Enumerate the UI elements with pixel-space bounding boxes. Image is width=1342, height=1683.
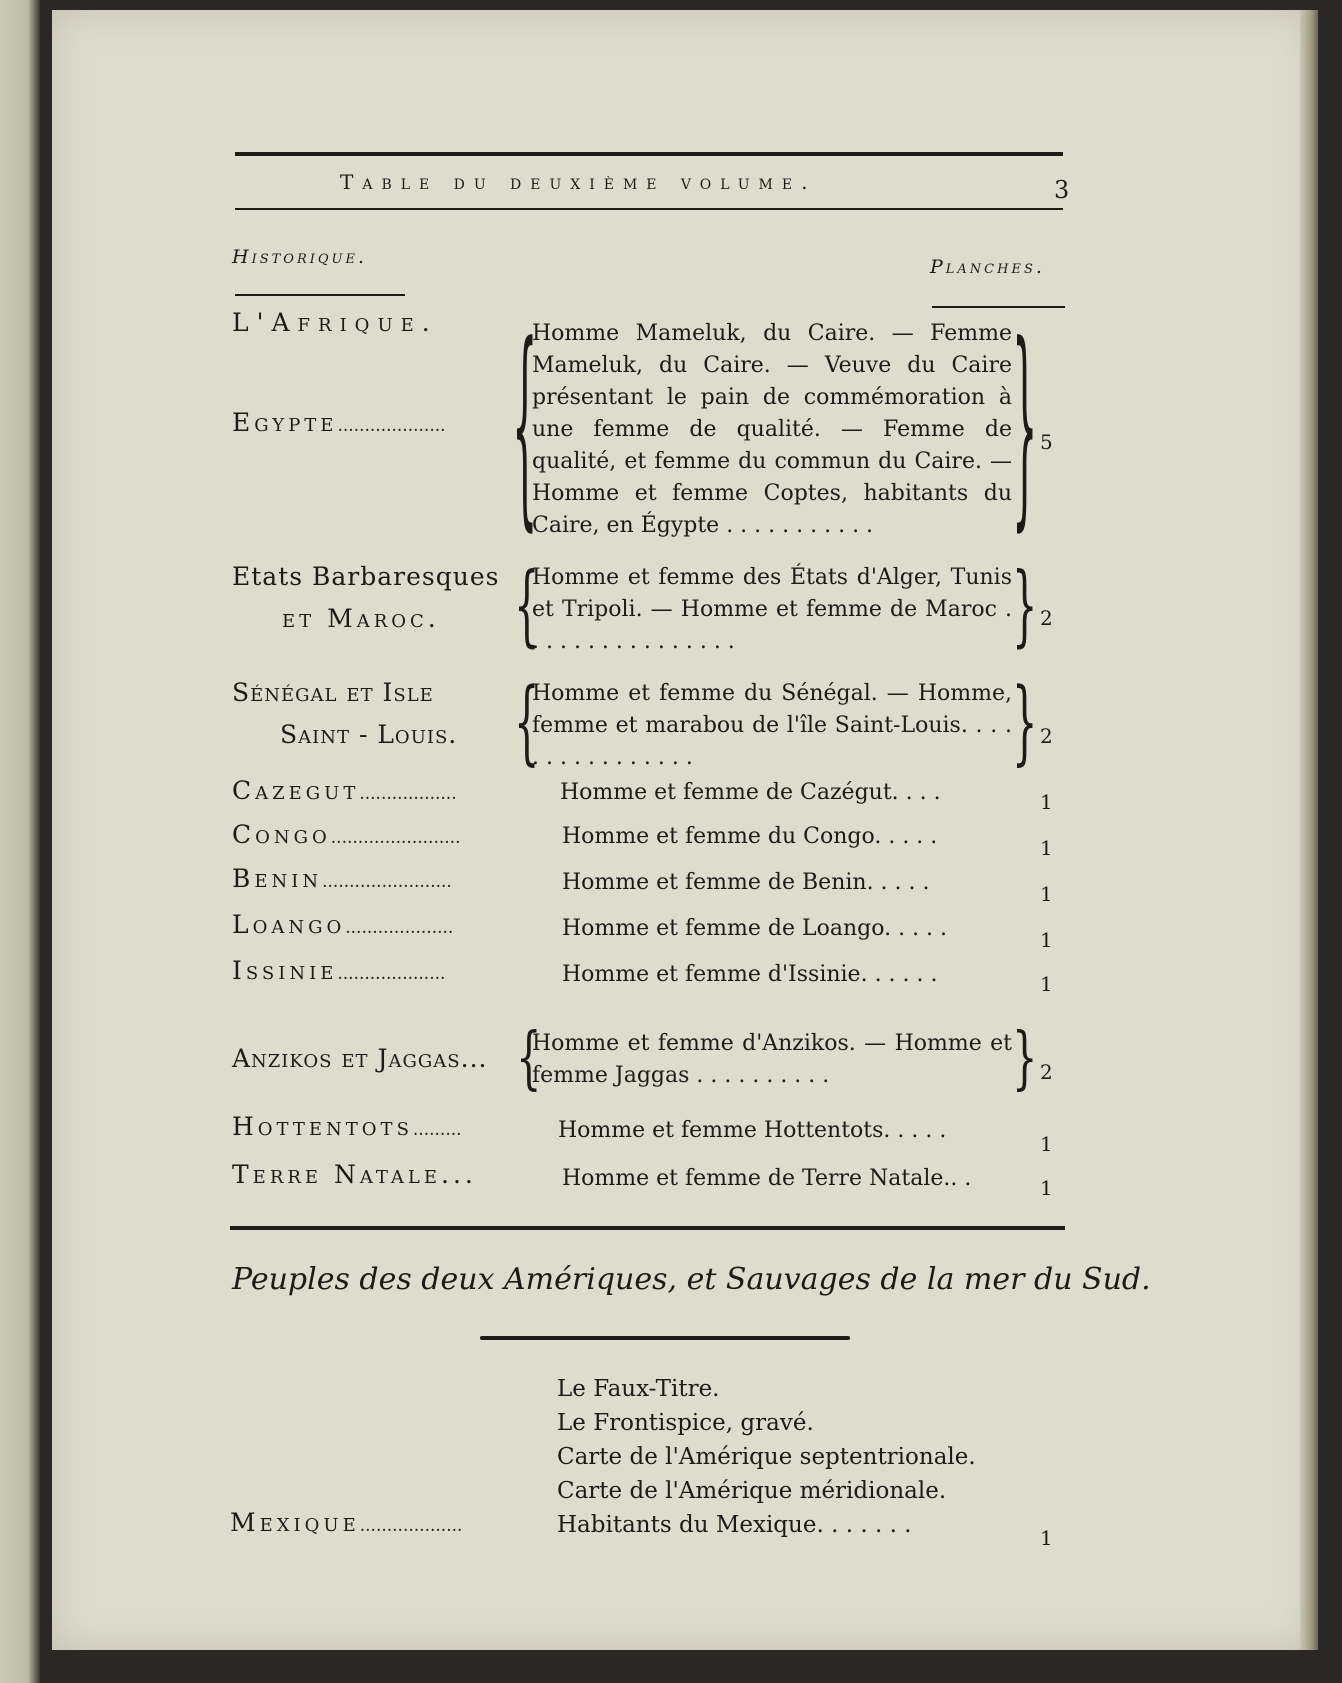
left-brace-senegal: { <box>514 670 540 776</box>
description-terre-natale: Homme et femme de Terre Natale.. . <box>562 1166 972 1191</box>
section-heading-afrique: L'Afrique. <box>232 308 438 337</box>
column-heading-planches: Planches. <box>930 256 1045 278</box>
description-loango: Homme et femme de Loango. . . . . <box>562 916 948 941</box>
region-cazegut: Cazegut.................. <box>232 776 457 805</box>
right-brace-barbaresques: } <box>1012 556 1038 658</box>
count-congo: 1 <box>1040 836 1053 860</box>
region-congo: Congo........................ <box>232 820 461 849</box>
region-mexique: Mexique................... <box>230 1508 463 1537</box>
running-head: Table du deuxième volume. <box>340 170 817 194</box>
ornament-rule <box>480 1336 850 1340</box>
section-title-ameriques: Peuples des deux Amériques, et Sauvages de la mer du Sud. <box>232 1262 1151 1297</box>
count-loango: 1 <box>1040 928 1053 952</box>
count-issinie: 1 <box>1040 972 1053 996</box>
count-hottentots: 1 <box>1040 1132 1053 1156</box>
right-brace-senegal: } <box>1012 670 1038 776</box>
header-rule-top <box>235 152 1063 156</box>
description-mexique: Habitants du Mexique. . . . . . . <box>557 1512 912 1538</box>
description-senegal: Homme et femme du Sénégal. — Homme, femme et marabou de l'île Saint-Louis. . . . . . . . . . . . . . . . <box>532 681 1012 770</box>
left-brace-anzikos: { <box>516 1020 542 1099</box>
description-congo: Homme et femme du Congo. . . . . <box>562 824 938 849</box>
region-egypte: Egypte.................... <box>232 408 446 437</box>
left-brace-barbaresques: { <box>514 556 540 658</box>
section-rule <box>230 1226 1065 1230</box>
count-benin: 1 <box>1040 882 1053 906</box>
count-anzikos: 2 <box>1040 1060 1053 1084</box>
item-frontispice: Le Frontispice, gravé. <box>557 1410 814 1436</box>
count-terre-natale: 1 <box>1040 1176 1053 1200</box>
region-saint-louis: Saint - Louis. <box>280 720 458 749</box>
region-etats-barbaresques: Etats Barbaresques <box>232 562 500 591</box>
region-senegal: Sénégal et Isle <box>232 678 434 707</box>
page-number: 3 <box>1054 176 1070 204</box>
item-carte-septentrionale: Carte de l'Amérique septentrionale. <box>557 1444 976 1470</box>
description-barbaresques: Homme et femme des États d'Alger, Tunis et Tripoli. — Homme et femme de Maroc . . . . . . . . . . . . . . . . <box>532 565 1012 654</box>
right-brace-anzikos: } <box>1012 1020 1038 1099</box>
description-cazegut: Homme et femme de Cazégut. . . . <box>560 780 941 805</box>
item-carte-meridionale: Carte de l'Amérique méridionale. <box>557 1478 947 1504</box>
count-egypte: 5 <box>1040 430 1053 454</box>
region-terre-natale: Terre Natale... <box>232 1160 477 1189</box>
page-stack-edge <box>1300 10 1318 1650</box>
description-hottentots: Homme et femme Hottentots. . . . . <box>558 1118 947 1143</box>
column-rule-left <box>235 294 405 296</box>
region-issinie: Issinie.................... <box>232 956 446 985</box>
column-rule-right <box>932 306 1065 308</box>
header-rule-bottom <box>235 208 1063 210</box>
description-benin: Homme et femme de Benin. . . . . <box>562 870 930 895</box>
left-brace-egypte: { <box>512 304 538 553</box>
region-anzikos: Anzikos et Jaggas... <box>232 1044 488 1073</box>
count-mexique: 1 <box>1040 1526 1053 1550</box>
description-egypte: Homme Mameluk, du Caire. — Femme Mameluk, du Caire. — Veuve du Caire présentant le pain de commémoration à une femme de qualité. — Femme de qualité, et femme du commun du Caire. — Homme et femme Coptes, habitants du Caire, en Égypte . . . . . . . . . . . <box>532 321 1012 538</box>
region-loango: Loango.................... <box>232 910 454 939</box>
right-brace-egypte: } <box>1012 304 1038 553</box>
count-senegal: 2 <box>1040 724 1053 748</box>
description-issinie: Homme et femme d'Issinie. . . . . . <box>562 962 938 987</box>
facing-page-edge <box>0 0 40 1683</box>
region-benin: Benin........................ <box>232 864 452 893</box>
item-faux-titre: Le Faux-Titre. <box>557 1376 720 1402</box>
region-maroc: et Maroc. <box>282 604 440 633</box>
region-hottentots: Hottentots......... <box>232 1112 462 1141</box>
count-barbaresques: 2 <box>1040 606 1053 630</box>
count-cazegut: 1 <box>1040 790 1053 814</box>
column-heading-historique: Historique. <box>232 246 368 268</box>
description-anzikos: Homme et femme d'Anzikos. — Homme et femme Jaggas . . . . . . . . . . <box>532 1031 1012 1088</box>
